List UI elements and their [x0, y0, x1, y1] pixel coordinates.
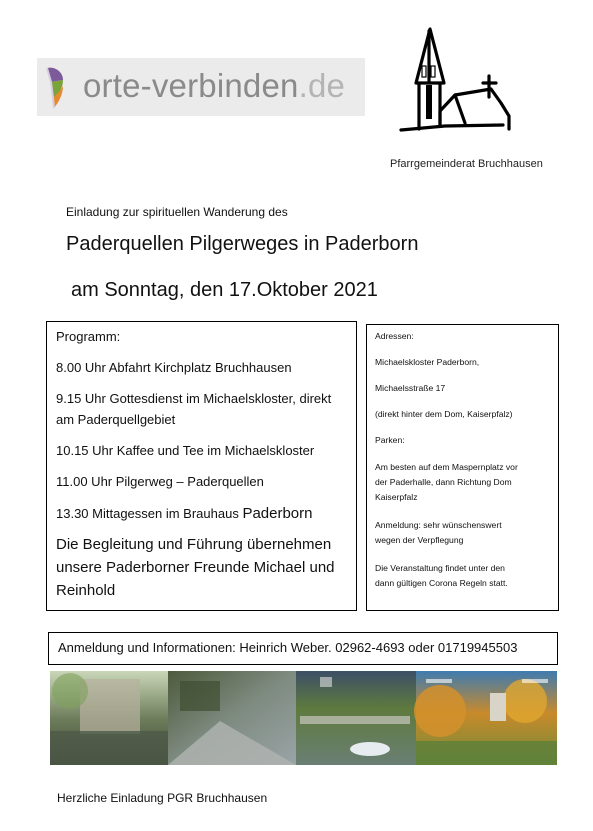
rules-line-1: Die Veranstaltung findet unter den [375, 563, 505, 573]
closing-text: Herzliche Einladung PGR Bruchhausen [57, 791, 268, 805]
orte-verbinden-logo [37, 58, 365, 116]
organizer-name: Pfarrgemeinderat Bruchhausen [390, 158, 543, 170]
guide-line-1: Die Begleitung und Führung übernehmen [56, 536, 332, 553]
photo-strip [50, 671, 557, 765]
parking-line-1: Am besten auf dem Maspernplatz vor [375, 462, 518, 472]
program-item-lunch: 13.30 Mittagessen im Brauhaus Paderborn [56, 505, 313, 522]
program-item-departure: 8.00 Uhr Abfahrt Kirchplatz Bruchhausen [56, 360, 292, 375]
event-title: Paderquellen Pilgerweges in Paderborn [66, 233, 419, 255]
address-box [366, 324, 559, 611]
program-item-service-location: am Paderquellgebiet [56, 412, 176, 427]
address-name: Michaelskloster Paderborn, [375, 357, 480, 367]
photo-paderquellen-wall [50, 671, 168, 765]
guide-line-3: Reinhold [56, 582, 116, 599]
program-item-coffee: 10.15 Uhr Kaffee und Tee im Michaelskloster [56, 443, 315, 458]
parking-line-2: der Paderhalle, dann Richtung Dom [375, 477, 512, 487]
address-street: Michaelsstraße 17 [375, 383, 446, 393]
registration-line-2: wegen der Verpflegung [375, 535, 464, 545]
photo-autumn-park [414, 671, 557, 765]
program-box [46, 321, 357, 611]
invitation-intro: Einladung zur spirituellen Wanderung des [66, 205, 288, 219]
address-label: Adressen: [375, 331, 414, 341]
photo-fountain-park [296, 671, 416, 765]
church-icon [395, 25, 530, 140]
photo-river-steps [168, 671, 296, 765]
program-label: Programm: [56, 329, 121, 344]
program-item-service: 9.15 Uhr Gottesdienst im Michaelskloster, direkt [56, 391, 332, 406]
program-item-pilgrimage: 11.00 Uhr Pilgerweg – Paderquellen [56, 474, 264, 489]
logo-wordmark: orte-verbinden.de [83, 67, 346, 104]
event-date: am Sonntag, den 17.Oktober 2021 [71, 279, 378, 301]
registration-line-1: Anmeldung: sehr wünschenswert [375, 520, 502, 530]
address-note: (direkt hinter dem Dom, Kaiserpfalz) [375, 409, 513, 419]
parking-label: Parken: [375, 435, 405, 445]
guide-line-2: unsere Paderborner Freunde Michael und [56, 559, 335, 576]
contact-box [48, 632, 558, 665]
contact-text: Anmeldung und Informationen: Heinrich Weber. 02962-4693 oder 01719945503 [58, 640, 518, 655]
parking-line-3: Kaiserpfalz [375, 492, 418, 502]
logo-mark-icon [43, 64, 67, 110]
rules-line-2: dann gültigen Corona Regeln statt. [375, 578, 508, 588]
